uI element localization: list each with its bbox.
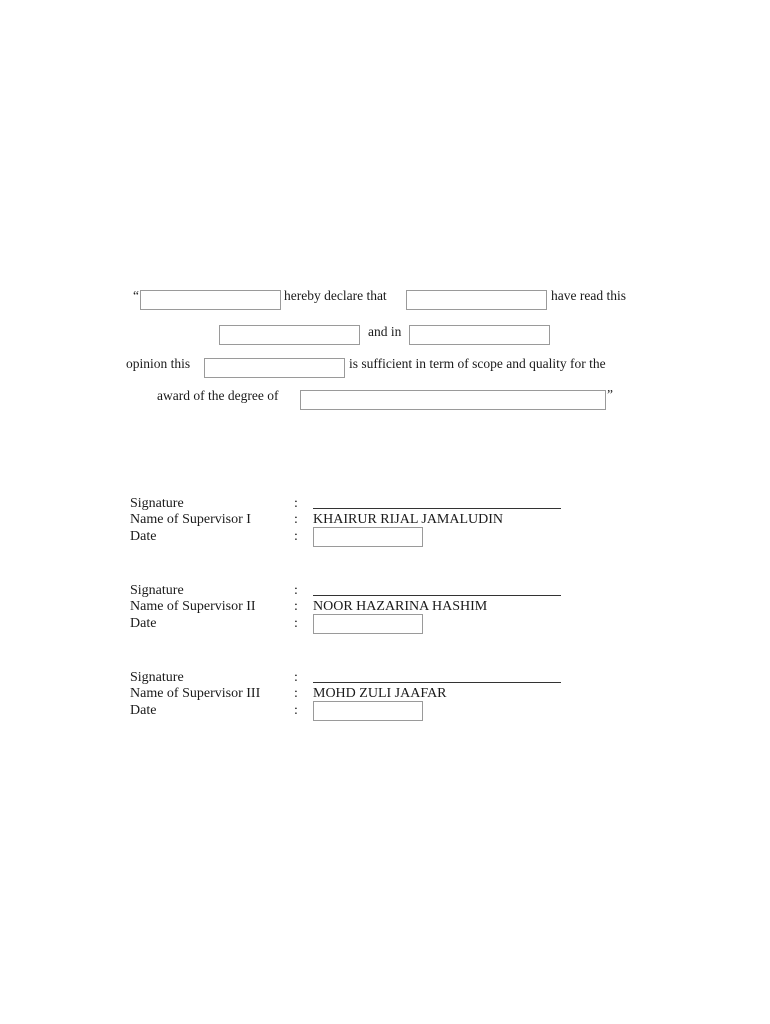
opinion-text: opinion this [126,356,191,371]
colon: : [294,529,298,544]
date-field[interactable] [313,614,423,634]
supervisor-name-label: Name of Supervisor II [130,599,256,614]
colon: : [294,496,298,511]
supervisor-name: NOOR HAZARINA HASHIM [313,599,488,614]
signature-line [313,595,561,596]
work-type-field[interactable] [204,358,345,378]
have-read-text: have read this [551,288,626,303]
supervisor-name: MOHD ZULI JAAFAR [313,686,447,701]
candidate-field[interactable] [406,290,547,310]
close-quote: ” [607,387,613,402]
colon: : [294,616,298,631]
signature-label: Signature [130,670,184,685]
colon: : [294,670,298,685]
signature-label: Signature [130,496,184,511]
signature-line [313,682,561,683]
hereby-declare-text: hereby declare that [284,288,387,303]
supervisor-name-label: Name of Supervisor I [130,512,251,527]
colon: : [294,703,298,718]
degree-field[interactable] [300,390,606,410]
date-label: Date [130,703,157,718]
open-quote: “ [133,288,139,303]
colon: : [294,686,298,701]
date-label: Date [130,616,157,631]
opinion-holder-field[interactable] [409,325,550,345]
work-field[interactable] [219,325,360,345]
colon: : [294,599,298,614]
date-field[interactable] [313,527,423,547]
award-text: award of the degree of [157,388,279,403]
declarer-field[interactable] [140,290,281,310]
date-field[interactable] [313,701,423,721]
signature-label: Signature [130,583,184,598]
signature-line [313,508,561,509]
supervisor-name-label: Name of Supervisor III [130,686,261,701]
sufficient-text: is sufficient in term of scope and quality for the [349,356,606,371]
supervisor-name: KHAIRUR RIJAL JAMALUDIN [313,512,504,527]
and-in-text: and in [368,324,402,339]
colon: : [294,512,298,527]
colon: : [294,583,298,598]
date-label: Date [130,529,157,544]
